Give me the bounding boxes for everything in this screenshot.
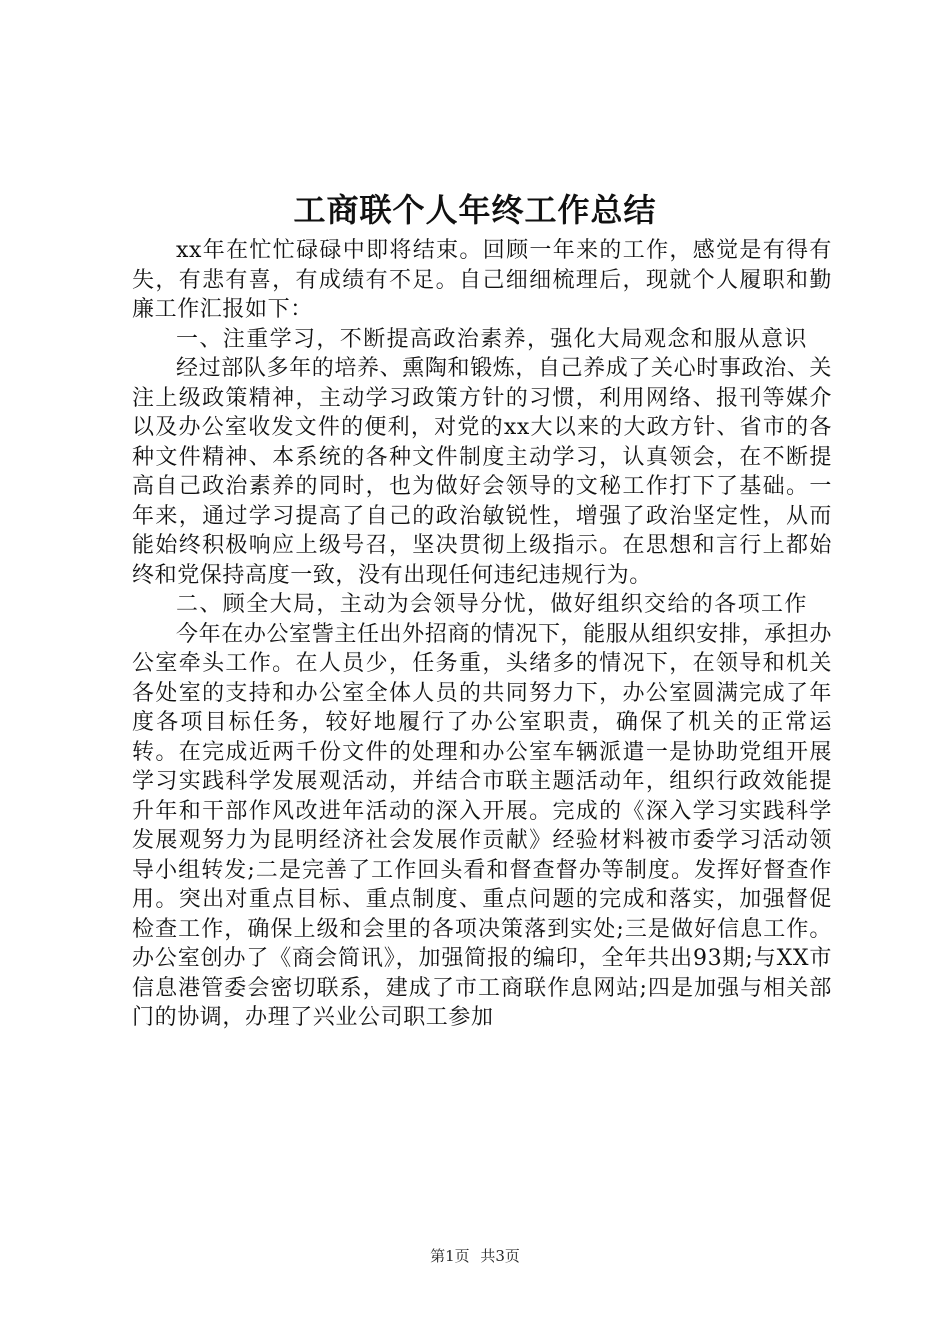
paragraph-work: 今年在办公室訾主任出外招商的情况下，能服从组织安排，承担办公室牵头工作。在人员少，任务重，头绪多的情况下，在领导和机关各处室的支持和办公室全体人员的共同努力下，办公室圆满完成了年度各项目标任务，较好地履行了办公室职责，确保了机关的正常运转。在完成近两千份文件的处理和办公室车辆派遣一是协助党组开展学习实践科学发展观活动，并结合市联主题活动年，组织行政效能提升年和干部作风改进年活动的深入开展。完成的《深入学习实践科学发展观努力为昆明经济社会发展作贡献》经验材料被市委学习活动领导小组转发;二是完善了工作回头看和督查督办等制度。发挥好督查作用。突出对重点目标、重点制度、重点问题的完成和落实，加强督促检查工作，确保上级和会里的各项决策落到实处;三是做好信息工作。办公室创办了《商会简讯》，加强简报的编印，全年共出93期;与XX市信息港管委会密切联系，建成了市工商联作息网站;四是加强与相关部门的协调，办理了兴业公司职工参加 xyxy=(132,621,832,1030)
page-number: 第1页 xyxy=(430,1247,470,1265)
paragraph-intro: xx年在忙忙碌碌中即将结束。回顾一年来的工作，感觉是有得有失，有悲有喜，有成绩有不足。自己细细梳理后，现就个人履职和勤廉工作汇报如下： xyxy=(132,238,832,322)
document-body xyxy=(132,236,832,1033)
section-heading-1: 一、注重学习，不断提高政治素养，强化大局观念和服从意识 xyxy=(176,326,808,352)
document-title: 工商联个人年终工作总结 xyxy=(293,191,657,229)
page-footer xyxy=(0,1246,950,1266)
page-total: 共3页 xyxy=(480,1247,520,1265)
section-heading-2: 二、顾全大局，主动为会领导分忧，做好组织交给的各项工作 xyxy=(176,592,808,617)
paragraph-study: 经过部队多年的培养、熏陶和锻炼，自己养成了关心时事政治、关注上级政策精神，主动学习政策方针的习惯，利用网络、报刊等媒介以及办公室收发文件的便利，对党的xx大以来的大政方针、省市的各种文件精神、本系统的各种文件制度主动学习，认真领会，在不断提高自己政治素养的同时，也为做好会领导的文秘工作打下了基础。一年来，通过学习提高了自己的政治敏锐性，增强了政治坚定性，从而能始终积极响应上级号召，坚决贯彻上级指示。在思想和言行上都始终和党保持高度一致，没有出现任何违纪违规行为。 xyxy=(132,356,832,588)
